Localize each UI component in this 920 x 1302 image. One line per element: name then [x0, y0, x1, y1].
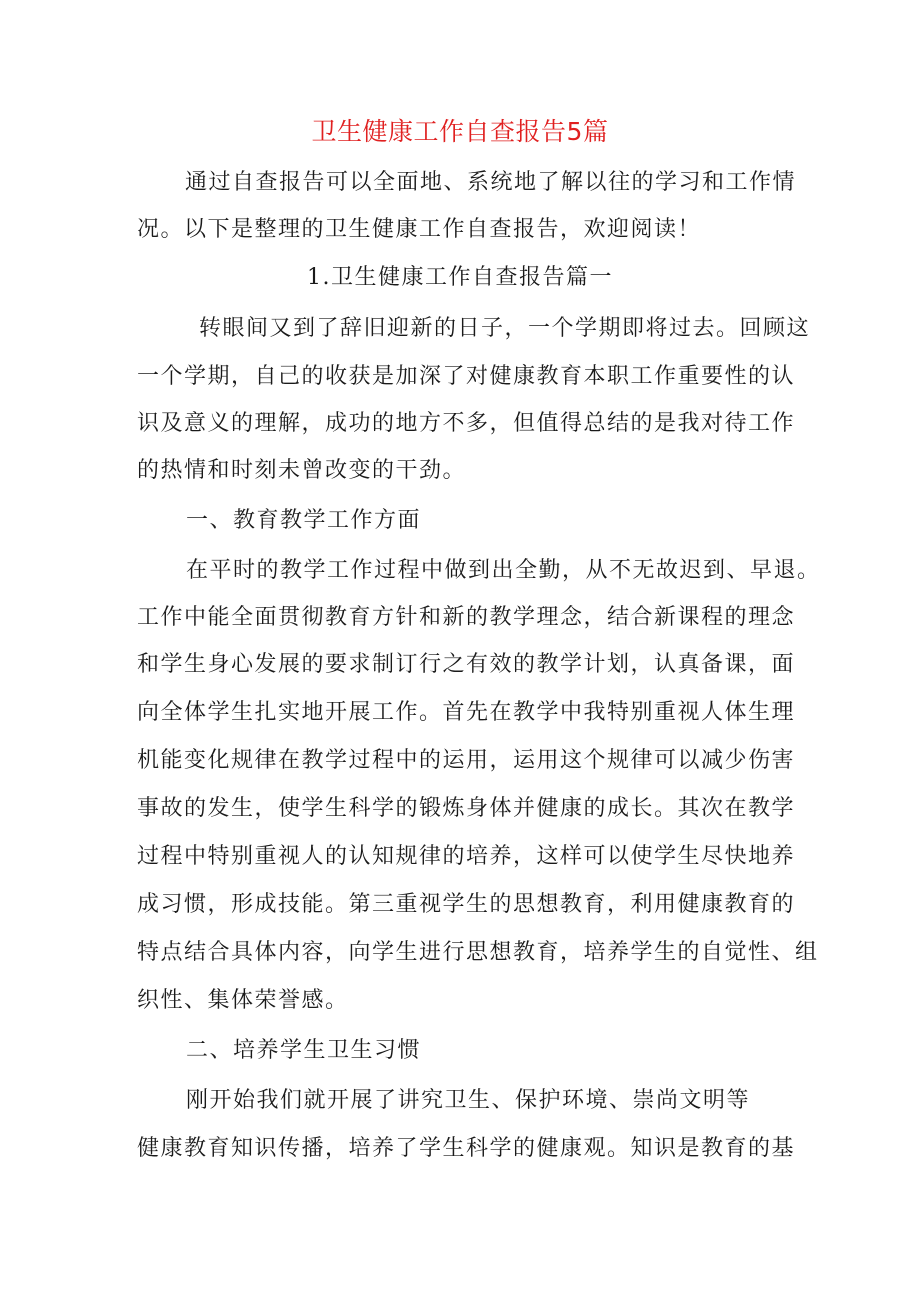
paragraph-line: 识及意义的理解，成功的地方不多，但值得总结的是我对待工作 [137, 411, 796, 436]
paragraph-line: 机能变化规律在教学过程中的运用，运用这个规律可以减少伤害 [137, 748, 796, 773]
paragraph-line: 成习惯，形成技能。第三重视学生的思想教育，利用健康教育的 [137, 892, 796, 917]
paragraph-line: 的热情和时刻未曾改变的干劲。 [137, 458, 467, 483]
section-heading-1: 1.卫生健康工作自查报告篇一 [307, 265, 613, 290]
paragraph-line: 一个学期，自己的收获是加深了对健康教育本职工作重要性的认 [137, 364, 796, 389]
paragraph-line: 织性、集体荣誉感。 [137, 988, 349, 1013]
document-title: 卫生健康工作自查报告5篇 [311, 117, 609, 146]
subheading-1: 一、教育教学工作方面 [186, 508, 422, 533]
paragraph-line: 特点结合具体内容，向学生进行思想教育，培养学生的自觉性、组 [137, 940, 819, 965]
paragraph-line: 转眼间又到了辞旧迎新的日子，一个学期即将过去。回顾这 [199, 316, 811, 341]
paragraph-line: 向全体学生扎实地开展工作。首先在教学中我特别重视人体生理 [137, 700, 796, 725]
subheading-2: 二、培养学生卫生习惯 [186, 1038, 422, 1063]
paragraph-line: 事故的发生，使学生科学的锻炼身体并健康的成长。其次在教学 [137, 796, 796, 821]
paragraph-line: 刚开始我们就开展了讲究卫生、保护环境、崇尚文明等 [186, 1088, 751, 1113]
paragraph-line: 在平时的教学工作过程中做到出全勤，从不无故迟到、早退。 [186, 558, 821, 583]
paragraph-line: 过程中特别重视人的认知规律的培养，这样可以使学生尽快地养 [137, 844, 796, 869]
intro-line-2: 况。以下是整理的卫生健康工作自查报告，欢迎阅读！ [137, 217, 702, 242]
paragraph-line: 健康教育知识传播，培养了学生科学的健康观。知识是教育的基 [137, 1136, 796, 1161]
intro-line-1: 通过自查报告可以全面地、系统地了解以往的学习和工作情 [185, 170, 797, 195]
paragraph-line: 工作中能全面贯彻教育方针和新的教学理念，结合新课程的理念 [137, 605, 796, 630]
paragraph-line: 和学生身心发展的要求制订行之有效的教学计划，认真备课，面 [137, 652, 796, 677]
